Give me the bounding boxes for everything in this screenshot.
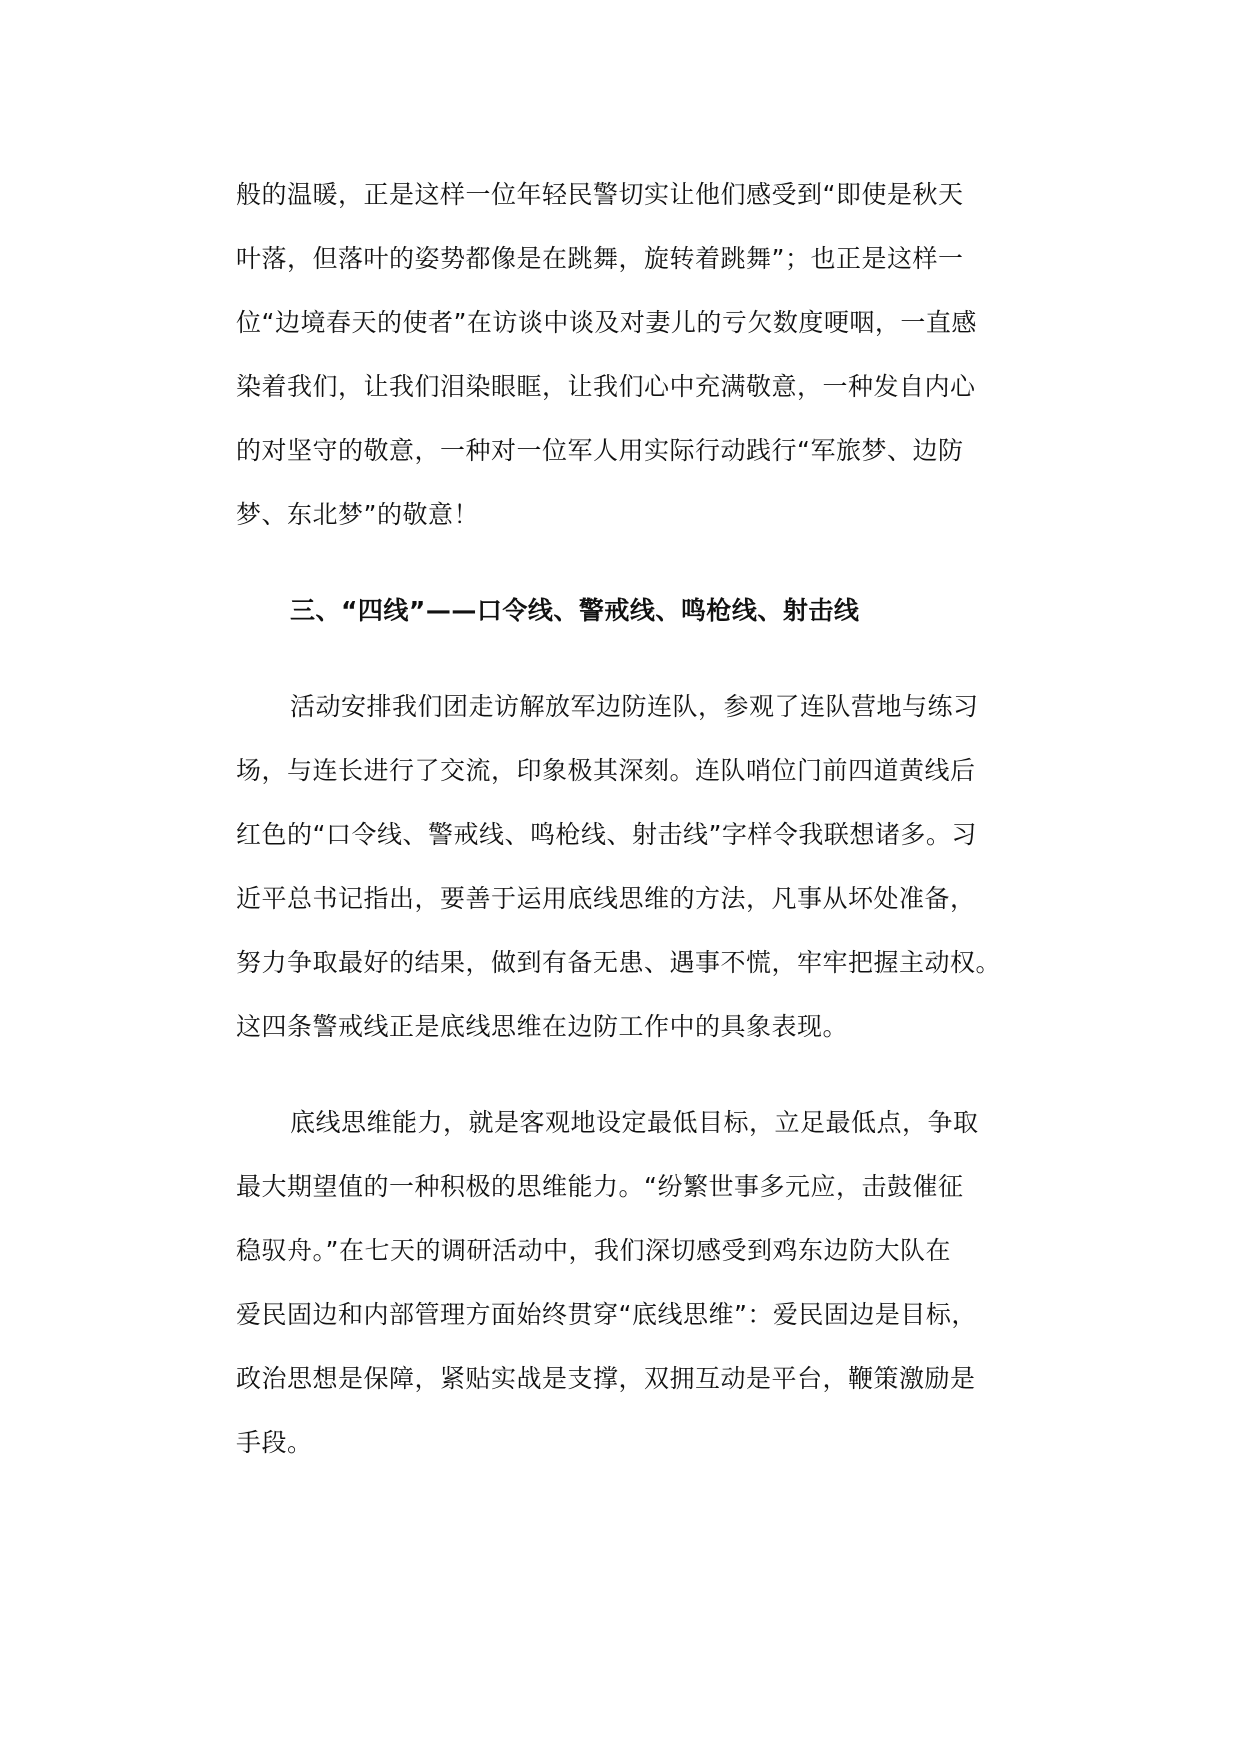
paragraph-3-line: 爱民固边和内部管理方面始终贯穿“底线思维”：爱民固边是目标， — [236, 1300, 977, 1329]
paragraph-1-line: 叶落，但落叶的姿势都像是在跳舞，旋转着跳舞”；也正是这样一 — [236, 244, 964, 273]
paragraph-2-line: 红色的“口令线、警戒线、鸣枪线、射击线”字样令我联想诸多。习 — [236, 820, 977, 849]
paragraph-1-line: 梦、东北梦”的敬意！ — [236, 500, 479, 529]
paragraph-3-line: 底线思维能力，就是客观地设定最低目标，立足最低点，争取 — [290, 1108, 979, 1137]
paragraph-3-line: 手段。 — [236, 1428, 313, 1457]
paragraph-2-line: 活动安排我们团走访解放军边防连队，参观了连队营地与练习 — [290, 692, 979, 721]
paragraph-1-line: 的对坚守的敬意，一种对一位军人用实际行动践行“军旅梦、边防 — [236, 436, 964, 465]
paragraph-3-line: 最大期望值的一种积极的思维能力。“纷繁世事多元应，击鼓催征 — [236, 1172, 964, 1201]
paragraph-2-line: 近平总书记指出，要善于运用底线思维的方法，凡事从坏处准备， — [236, 884, 976, 913]
section-heading: 三、“四线”——口令线、警戒线、鸣枪线、射击线 — [290, 596, 860, 625]
paragraph-2-line: 这四条警戒线正是底线思维在边防工作中的具象表现。 — [236, 1012, 849, 1041]
paragraph-3-line: 政治思想是保障，紧贴实战是支撑，双拥互动是平台，鞭策激励是 — [236, 1364, 976, 1393]
paragraph-2-line: 努力争取最好的结果，做到有备无患、遇事不慌，牢牢把握主动权。 — [236, 948, 1002, 977]
paragraph-3-line: 稳驭舟。”在七天的调研活动中，我们深切感受到鸡东边防大队在 — [236, 1236, 951, 1265]
paragraph-1-line: 般的温暖，正是这样一位年轻民警切实让他们感受到“即使是秋天 — [236, 180, 964, 209]
paragraph-1-line: 位“边境春天的使者”在访谈中谈及对妻儿的亏欠数度哽咽，一直感 — [236, 308, 977, 337]
paragraph-2-line: 场，与连长进行了交流，印象极其深刻。连队哨位门前四道黄线后 — [236, 756, 976, 785]
paragraph-1-line: 染着我们，让我们泪染眼眶，让我们心中充满敬意，一种发自内心 — [236, 372, 976, 401]
